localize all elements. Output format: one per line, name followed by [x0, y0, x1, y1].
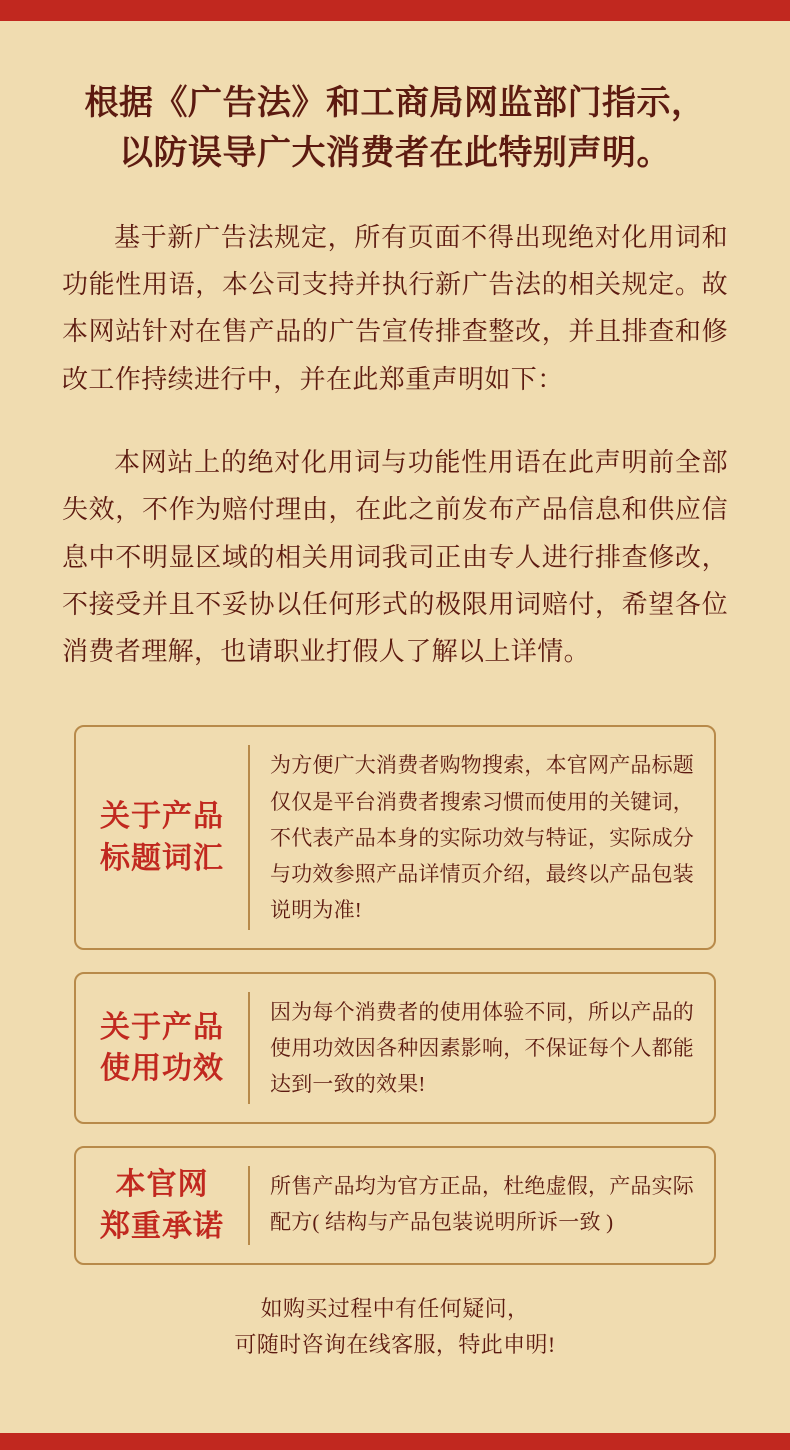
card-body-product-efficacy: 因为每个消费者的使用体验不同，所以产品的使用功效因各种因素影响，不保证每个人都能达到一致的效果! [270, 999, 694, 1097]
card-product-efficacy [74, 972, 716, 1124]
card-body-product-title-terms: 为方便广大消费者购物搜索，本官网产品标题仅仅是平台消费者搜索习惯而使用的关键词，不代表产品本身的实际功效与特证，实际成分与功效参照产品详情页介绍，最终以产品包装说明为准! [270, 753, 694, 922]
statement-paragraph-2: 本网站上的绝对化用词与功能性用语在此声明前全部失效，不作为赔付理由，在此之前发布产品信息和供应信息中不明显区域的相关用词我司正由专人进行排查修改，不接受并且不妥协以任何形式的极限用词赔付，希望各位消费者理解，也请职业打假人了解以上详情。 [62, 447, 728, 667]
footer-line-2: 可随时咨询在线客服，特此申明! [234, 1331, 556, 1357]
card-title-line-2: 郑重承诺 [100, 1209, 224, 1243]
page-title-line-2: 以防误导广大消费者在此特别声明。 [119, 135, 671, 173]
card-body-official-promise: 所售产品均为官方正品，杜绝虚假，产品实际配方( 结构与产品包装说明所诉一致 ) [270, 1174, 694, 1235]
card-title-line-1: 本官网 [115, 1168, 209, 1202]
card-official-promise [74, 1146, 716, 1265]
page-title-line-1: 根据《广告法》和工商局网监部门指示， [84, 85, 706, 122]
card-title-product-title-terms [76, 727, 248, 948]
card-title-line-1: 关于产品 [100, 800, 224, 834]
card-title-line-1: 关于产品 [100, 1010, 224, 1044]
card-title-official-promise [76, 1148, 248, 1263]
bottom-accent-bar [0, 1433, 790, 1450]
footer-note [48, 1291, 742, 1362]
page-title [48, 21, 742, 180]
top-accent-bar [0, 0, 790, 21]
footer-line-1: 如购买过程中有任何疑问， [260, 1296, 530, 1322]
content-panel [0, 21, 790, 1433]
card-title-line-2: 使用功效 [100, 1052, 224, 1086]
card-title-product-efficacy [76, 974, 248, 1122]
card-product-title-terms [74, 725, 716, 950]
card-list [48, 725, 742, 1265]
statement-paragraph-1: 基于新广告法规定，所有页面不得出现绝对化用词和功能性用语，本公司支持并执行新广告法的相关规定。故本网站针对在售产品的广告宣传排查整改，并且排查和修改工作持续进行中，并在此郑重声明如下： [62, 222, 728, 394]
card-title-line-2: 标题词汇 [100, 841, 224, 875]
